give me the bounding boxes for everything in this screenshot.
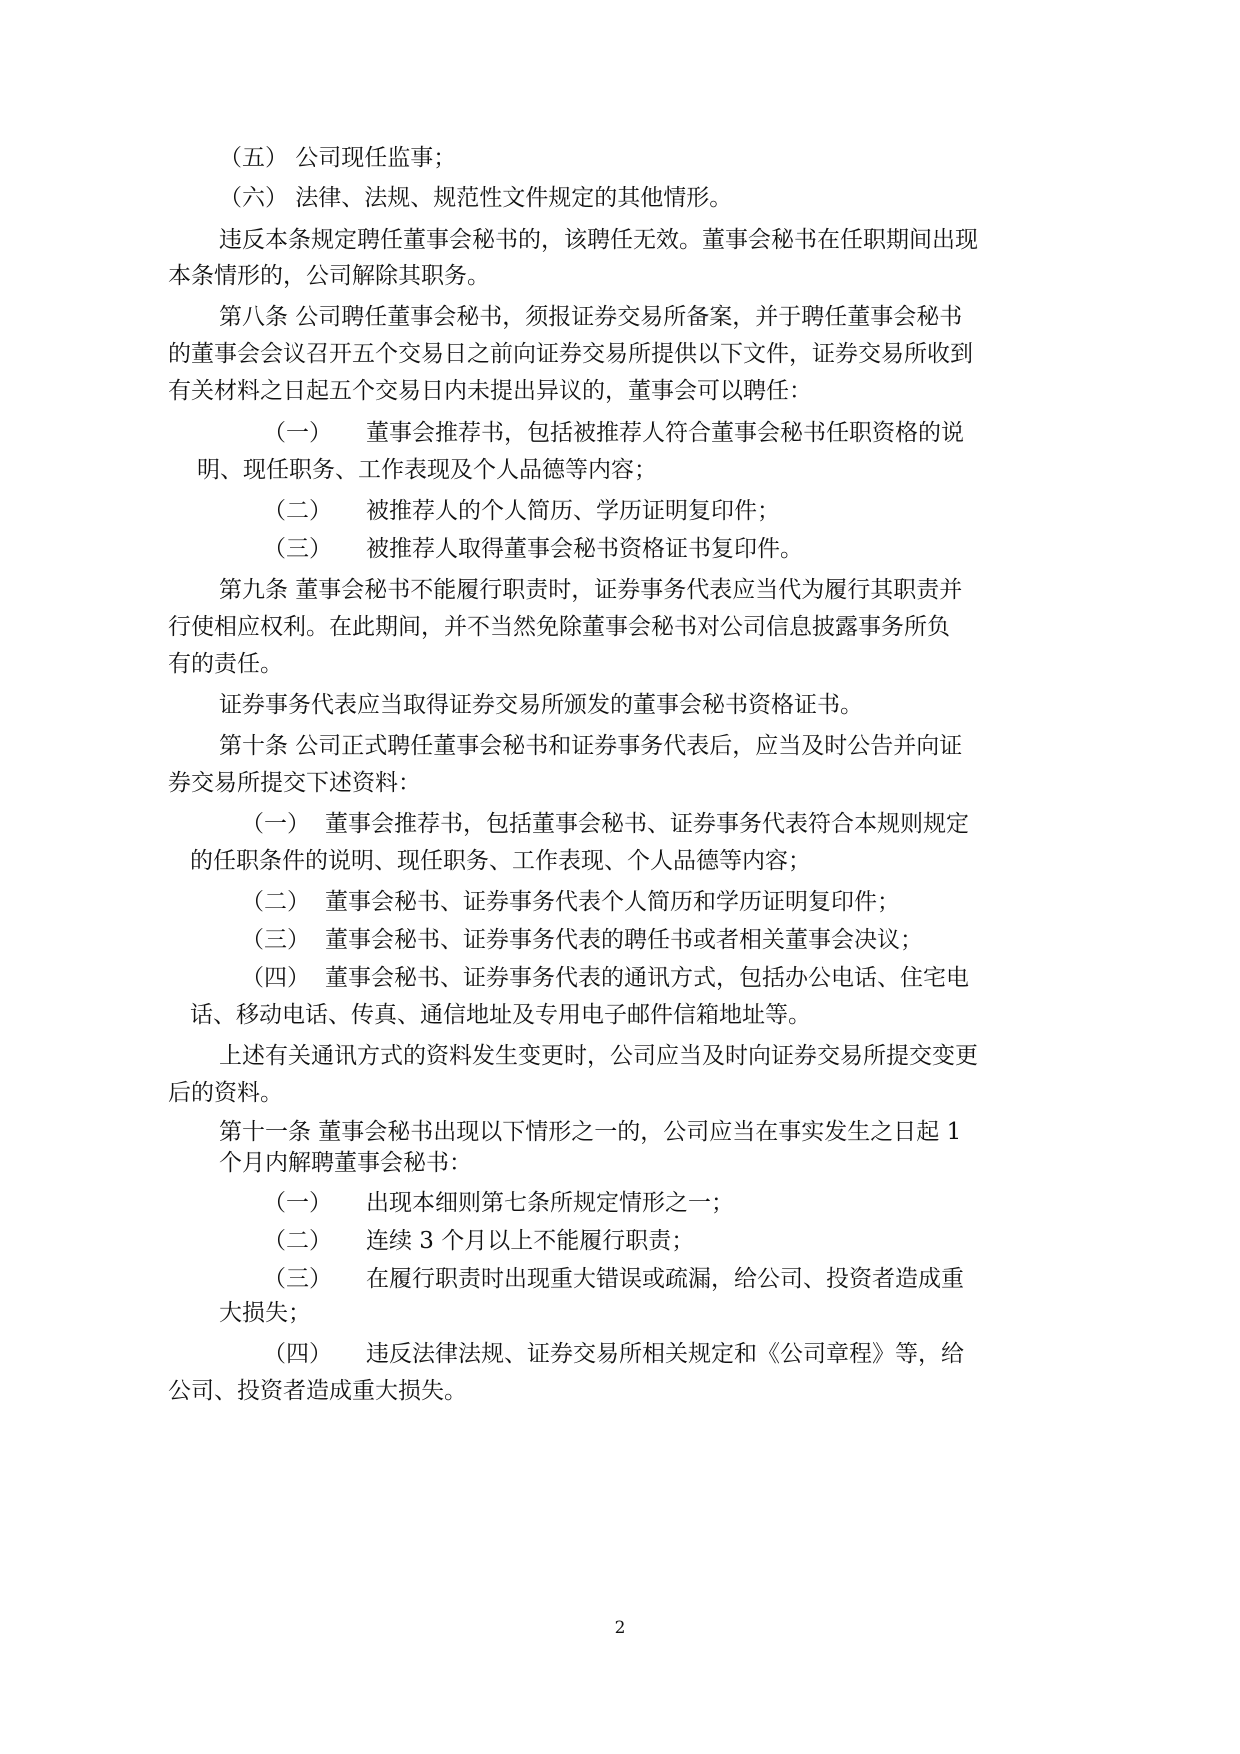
list-item-text: 董事会推荐书，包括董事会秘书、证券事务代表符合本规则规定: [325, 811, 969, 837]
list-marker: （一）: [263, 1190, 332, 1216]
paragraph-line: 后的资料。: [168, 1080, 283, 1106]
list-item-text: 董事会秘书、证券事务代表个人简历和学历证明复印件；: [325, 889, 900, 915]
list-item-6-other: （六） 法律、法规、规范性文件规定的其他情形。: [219, 185, 733, 211]
list-marker: （三）: [263, 1266, 332, 1292]
paragraph-line: 上述有关通讯方式的资料发生变更时，公司应当及时向证券交易所提交变更: [219, 1043, 978, 1069]
list-marker: （三）: [241, 927, 310, 953]
list-item-line: 话、移动电话、传真、通信地址及专用电子邮件信箱地址等。: [190, 1002, 811, 1028]
list-item-line: 明、现任职务、工作表现及个人品德等内容；: [197, 457, 657, 483]
list-marker: （四）: [263, 1341, 332, 1367]
list-item-text: 违反法律法规、证券交易所相关规定和《公司章程》等，给: [366, 1341, 964, 1367]
list-marker: （一）: [263, 420, 332, 446]
article-8-line: 的董事会会议召开五个交易日之前向证券交易所提供以下文件，证券交易所收到: [168, 341, 973, 367]
list-marker: （四）: [241, 965, 310, 991]
list-item-text: 董事会秘书、证券事务代表的聘任书或者相关董事会决议；: [325, 927, 923, 953]
article-8-line: 有关材料之日起五个交易日内未提出异议的，董事会可以聘任：: [168, 378, 812, 404]
list-item-line: 大损失；: [219, 1300, 311, 1326]
article-9-line: 第九条 董事会秘书不能履行职责时，证券事务代表应当代为履行其职责并: [219, 577, 963, 603]
list-item-line: [263, 1188, 734, 1218]
list-marker: （一）: [241, 811, 310, 837]
list-item-line: [241, 925, 923, 955]
list-item-line: 公司、投资者造成重大损失。: [168, 1378, 467, 1404]
list-marker: （二）: [241, 889, 310, 915]
page-number: 2: [614, 1618, 626, 1638]
article-10-line: 券交易所提交下述资料：: [168, 770, 421, 796]
article-9-line: 有的责任。: [168, 651, 283, 677]
list-item-line: [263, 418, 964, 448]
list-item-5-supervisor: （五） 公司现任监事；: [219, 145, 457, 171]
article-9-line: 行使相应权利。在此期间，并不当然免除董事会秘书对公司信息披露事务所负: [168, 614, 950, 640]
list-item-line: [241, 887, 900, 917]
paragraph-line: 违反本条规定聘任董事会秘书的，该聘任无效。董事会秘书在任职期间出现: [219, 227, 978, 253]
list-marker: （二）: [263, 498, 332, 524]
article-11-line: 第十一条 董事会秘书出现以下情形之一的，公司应当在事实发生之日起 1: [219, 1119, 962, 1145]
list-item-line: [263, 1226, 694, 1256]
paragraph-line: 本条情形的，公司解除其职务。: [168, 263, 490, 289]
list-item-text: 董事会秘书、证券事务代表的通讯方式，包括办公电话、住宅电: [325, 965, 969, 991]
list-marker: （三）: [263, 536, 332, 562]
list-item-line: [263, 534, 803, 564]
list-item-text: 在履行职责时出现重大错误或疏漏，给公司、投资者造成重: [366, 1266, 964, 1292]
article-10-line: 第十条 公司正式聘任董事会秘书和证券事务代表后，应当及时公告并向证: [219, 733, 963, 759]
list-item-text: 出现本细则第七条所规定情形之一；: [366, 1190, 734, 1216]
paragraph-line: 证券事务代表应当取得证券交易所颁发的董事会秘书资格证书。: [219, 692, 863, 718]
list-item-line: [263, 1264, 964, 1294]
list-item-line: [241, 963, 969, 993]
list-item-text: 被推荐人取得董事会秘书资格证书复印件。: [366, 536, 803, 562]
list-marker: （二）: [263, 1228, 332, 1254]
list-item-line: [263, 1339, 964, 1369]
article-11-line: 个月内解聘董事会秘书：: [219, 1150, 472, 1176]
list-item-line: [241, 809, 969, 839]
article-8-line: 第八条 公司聘任董事会秘书，须报证券交易所备案，并于聘任董事会秘书: [219, 304, 963, 330]
list-item-line: [263, 496, 780, 526]
list-item-text: 被推荐人的个人简历、学历证明复印件；: [366, 498, 780, 524]
list-item-text: 连续 3 个月以上不能履行职责；: [366, 1228, 695, 1254]
list-item-line: 的任职条件的说明、现任职务、工作表现、个人品德等内容；: [190, 848, 811, 874]
list-item-text: 董事会推荐书，包括被推荐人符合董事会秘书任职资格的说: [366, 420, 964, 446]
